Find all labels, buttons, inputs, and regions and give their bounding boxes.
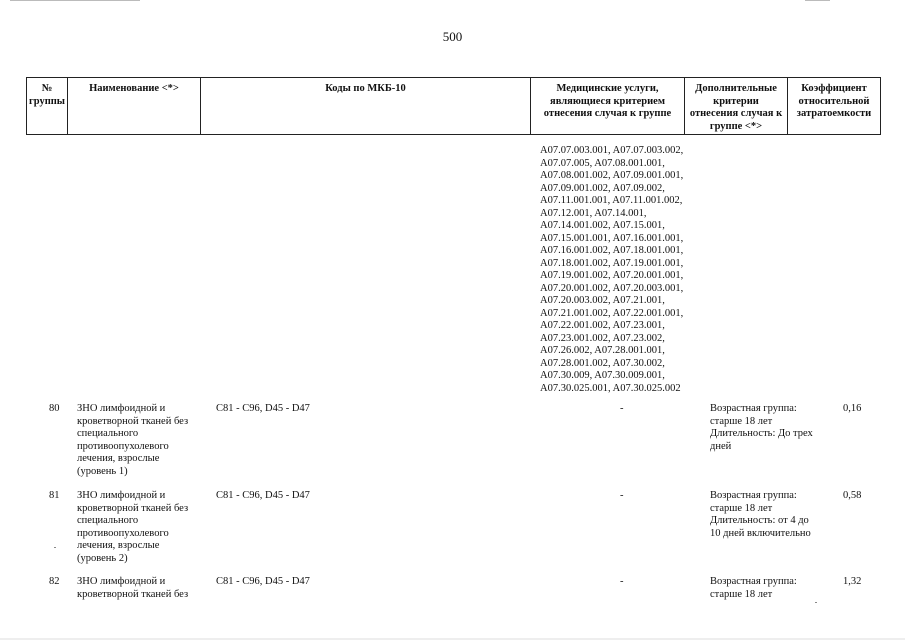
row-81-services: -	[620, 490, 624, 501]
row-82-name: ЗНО лимфоидной и кроветворной тканей без	[77, 576, 189, 600]
header-coef	[787, 77, 881, 135]
header-extra-label: Дополнительные критерии отнесения случая к группе <*>	[689, 83, 783, 132]
header-name	[67, 77, 200, 135]
header-group-no	[26, 77, 67, 135]
row-82-extra: Возрастная группа: старше 18 лет	[710, 576, 797, 600]
header-name-label: Наименование <*>	[89, 83, 179, 94]
header-services-label: Медицинские услуги, являющиеся критерием отнесения случая к группе	[543, 83, 672, 119]
row-81-mkb: C81 - C96, D45 - D47	[216, 490, 310, 501]
scan-speck	[815, 602, 817, 603]
row-80-services: -	[620, 403, 624, 414]
row-81-coef: 0,58	[843, 490, 862, 501]
row-81-no: 81	[49, 490, 60, 501]
page-number: 500	[442, 29, 463, 44]
scan-edge-line	[10, 0, 140, 1]
row-81-extra: Возрастная группа: старше 18 лет Длительность: от 4 до 10 дней включительно	[710, 490, 811, 539]
row-82-no: 82	[49, 576, 60, 587]
row-82-services: -	[620, 576, 624, 587]
row-80-name: ЗНО лимфоидной и кроветворной тканей без специального противоопухолевого лечения, взрослые (уровень 1)	[77, 403, 189, 477]
row-80-mkb: C81 - C96, D45 - D47	[216, 403, 310, 414]
header-mkb	[200, 77, 530, 135]
header-group-no-label: № группы	[28, 83, 66, 107]
row-80-no: 80	[49, 403, 60, 414]
header-services	[530, 77, 684, 135]
row-82-mkb: C81 - C96, D45 - D47	[216, 576, 310, 587]
continuation-service-codes: A07.07.003.001, A07.07.003.002, A07.07.005, A07.08.001.001, A07.08.001.002, A07.09.001.001, A07.09.001.002, A07.09.002, A07.11.001.001, A07.11.001.002, A07.12.001, A07.14.001, A07.14.001.002, A07.15.001, A07.15.001.001, A07.16.001.001, A07.16.001.002, A07.18.001.001, A07.18.001.002, A07.19.001.001, A07.19.001.002, A07.20.001.001, A07.20.001.002, A07.20.003.001, A07.20.003.002, A07.21.001, A07.21.001.002, A07.22.001.001, A07.22.001.002, A07.23.001, A07.23.001.002, A07.23.002, A07.26.002, A07.28.001.001, A07.28.001.002, A07.30.002, A07.30.009, A07.30.009.001, A07.30.025.001, A07.30.025.002	[540, 145, 684, 394]
row-81-name: ЗНО лимфоидной и кроветворной тканей без специального противоопухолевого лечения, взрослые (уровень 2)	[77, 490, 189, 564]
header-mkb-label: Коды по МКБ-10	[325, 83, 406, 94]
row-80-coef: 0,16	[843, 403, 862, 414]
header-extra	[684, 77, 787, 135]
header-coef-label: Коэффициент относительной затратоемкости	[796, 83, 872, 119]
row-82-coef: 1,32	[843, 576, 862, 587]
row-80-extra: Возрастная группа: старше 18 лет Длительность: До трех дней	[710, 403, 813, 452]
scan-edge-line	[805, 0, 830, 1]
scan-speck	[54, 547, 56, 548]
